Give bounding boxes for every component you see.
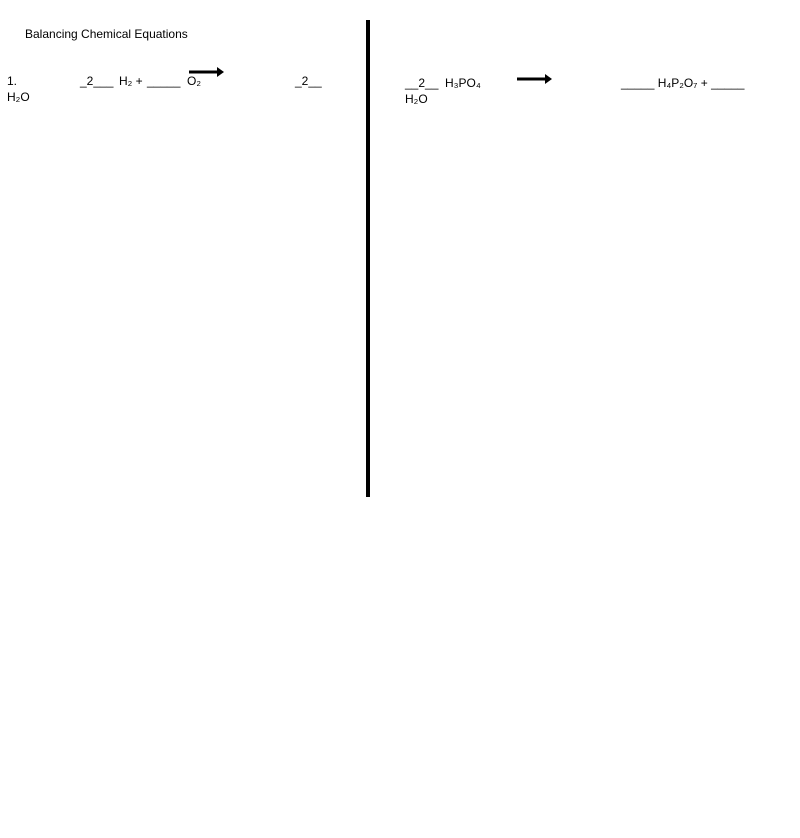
problem-1-h2o-product: H₂O: [7, 90, 30, 104]
column-divider: [366, 20, 370, 497]
problem-1-o2-reactant: O₂: [187, 74, 201, 88]
problem-1-coefficient-o2: _____: [147, 74, 181, 88]
problem-1-h2-reactant: H₂ +: [119, 74, 143, 88]
problem-2-coefficient-h3po4: __2__: [405, 76, 439, 90]
problem-1-coefficient-h2: _2___: [80, 74, 114, 88]
problem-2-h2o-product: H₂O: [405, 92, 428, 106]
problem-1-coefficient-h2o: _2__: [295, 74, 322, 88]
reaction-arrow-icon: [189, 67, 225, 77]
worksheet-title: Balancing Chemical Equations: [25, 27, 188, 41]
problem-1-number: 1.: [7, 74, 18, 88]
reaction-arrow-icon: [517, 74, 553, 84]
problem-2-h3po4-reactant: H₃PO₄: [445, 76, 481, 90]
problem-2-products: _____ H₄P₂O₇ + _____: [621, 76, 745, 90]
